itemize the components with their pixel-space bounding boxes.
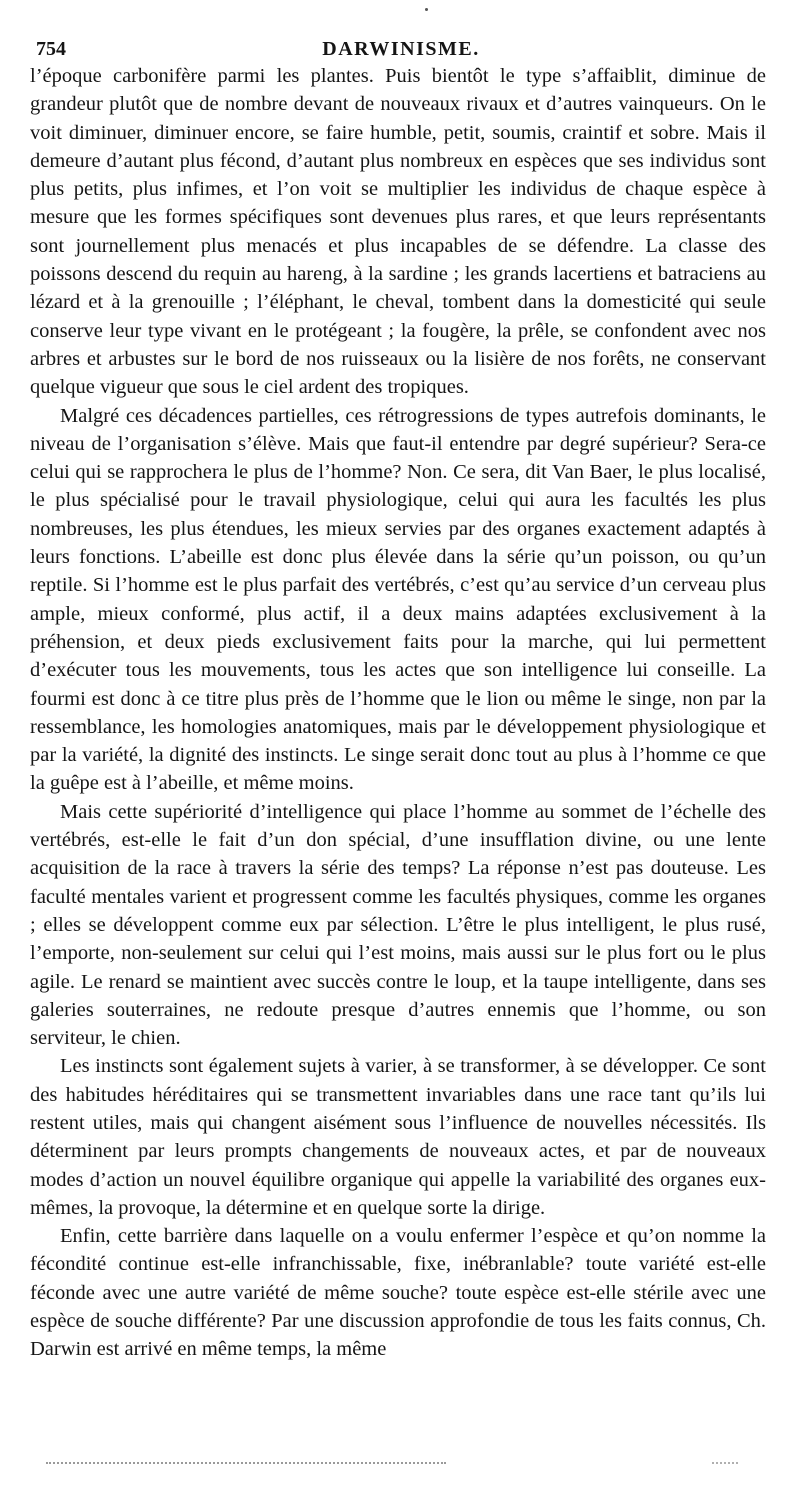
- paragraph-continued: l’époque carbonifère parmi les plantes. Puis bientôt le type s’affaiblit, diminue de grandeur plutôt que de nombre devant de nouveaux rivaux et d’autres vainqueurs. On le voit diminuer, diminuer encore, se faire humble, petit, soumis, craintif et sobre. Mais il demeure d’autant plus fécond, d’autant plus nombreux en espèces que ses individus sont plus petits, plus infimes, et l’on voit se multiplier les individus de chaque espèce à mesure que les formes spécifiques sont devenues plus rares, et que leurs représentants sont journellement plus menacés et plus incapables de se défendre. La classe des poissons descend du requin au hareng, à la sardine ; les grands lacertiens et batraciens au lézard et à la grenouille ; l’éléphant, le cheval, tombent dans la domesticité qui seule conserve leur type vivant en le protégeant ; la fougère, la prêle, se confondent avec nos arbres et arbustes sur le bord de nos ruisseaux ou la lisière de nos forêts, ne conservant quelque vigueur que sous le ciel ardent des tropiques.: [30, 65, 766, 399]
- footer-rule-fragment: [712, 1462, 738, 1464]
- footer-rule: [46, 1462, 446, 1464]
- print-speck: [425, 8, 428, 11]
- page-number: 754: [36, 38, 66, 60]
- paragraph-instincts: Les instincts sont également sujets à varier, à se transformer, à se développer. Ce sont des habitudes héréditaires qui se transmettent invariables dans une race tant qu’ils lui restent utiles, mais qui changent aisément sous l’influence de nouvelles nécessités. Ils déterminent par leurs prompts changements de nouveaux actes, et par de nouveaux modes d’action un nouvel équilibre organique qui appelle la variabilité des organes eux-mêmes, la provoque, la détermine et en quelque sorte la dirige.: [30, 1055, 766, 1219]
- text-body: [30, 62, 766, 1364]
- paragraph-malgre: Malgré ces décadences partielles, ces rétrogressions de types autrefois dominants, le niveau de l’organisation s’élève. Mais que faut-il entendre par degré supérieur? Sera-ce celui qui se rapprochera le plus de l’homme? Non. Ce sera, dit Van Baer, le plus localisé, le plus spécialisé pour le travail physiologique, celui qui aura les facultés les plus nombreuses, les plus étendues, les mieux servies par des organes exactement adaptés à leurs fonctions. L’abeille est donc plus élevée dans la série qu’un poisson, ou qu’un reptile. Si l’homme est le plus parfait des vertébrés, c’est qu’au service d’un cerveau plus ample, mieux conformé, plus actif, il a deux mains adaptées exclusivement à la préhension, et deux pieds exclusivement faits pour la marche, qui lui permettent d’exécuter tous les mouvements, tous les actes que son intelligence lui conseille. La fourmi est donc à ce titre plus près de l’homme que le lion ou même le singe, non par la ressemblance, les homologies anatomiques, mais par le développement physiologique et par la variété, la dignité des instincts. Le singe serait donc tout au plus à l’homme ce que la guêpe est à l’abeille, et même moins.: [30, 404, 766, 795]
- paragraph-mais: Mais cette supériorité d’intelligence qui place l’homme au sommet de l’échelle des vertébrés, est-elle le fait d’un don spécial, d’une insufflation divine, ou une lente acquisition de la race à travers la série des temps? La réponse n’est pas douteuse. Les faculté mentales varient et progressent comme les facultés physiques, comme les organes ; elles se développent comme eux par sélection. L’être le plus intelligent, le plus rusé, l’emporte, non-seulement sur celui qui l’est moins, mais aussi sur le plus fort ou le plus agile. Le renard se maintient avec succès contre le loup, et la taupe intelligente, dans ses galeries souterraines, ne redoute presque d’autres ennemis que l’homme, ou son serviteur, le chien.: [30, 800, 766, 1050]
- running-title: DARWINISME.: [322, 38, 480, 60]
- paragraph-enfin: Enfin, cette barrière dans laquelle on a voulu enfermer l’espèce et qu’on nomme la fécondité continue est-elle infranchissable, fixe, inébranlable? toute variété est-elle féconde avec une autre variété de même souche? toute espèce est-elle stérile avec une espèce de souche différente? Par une discussion approfondie de tous les faits connus, Ch. Darwin est arrivé en même temps, la même: [30, 1225, 766, 1361]
